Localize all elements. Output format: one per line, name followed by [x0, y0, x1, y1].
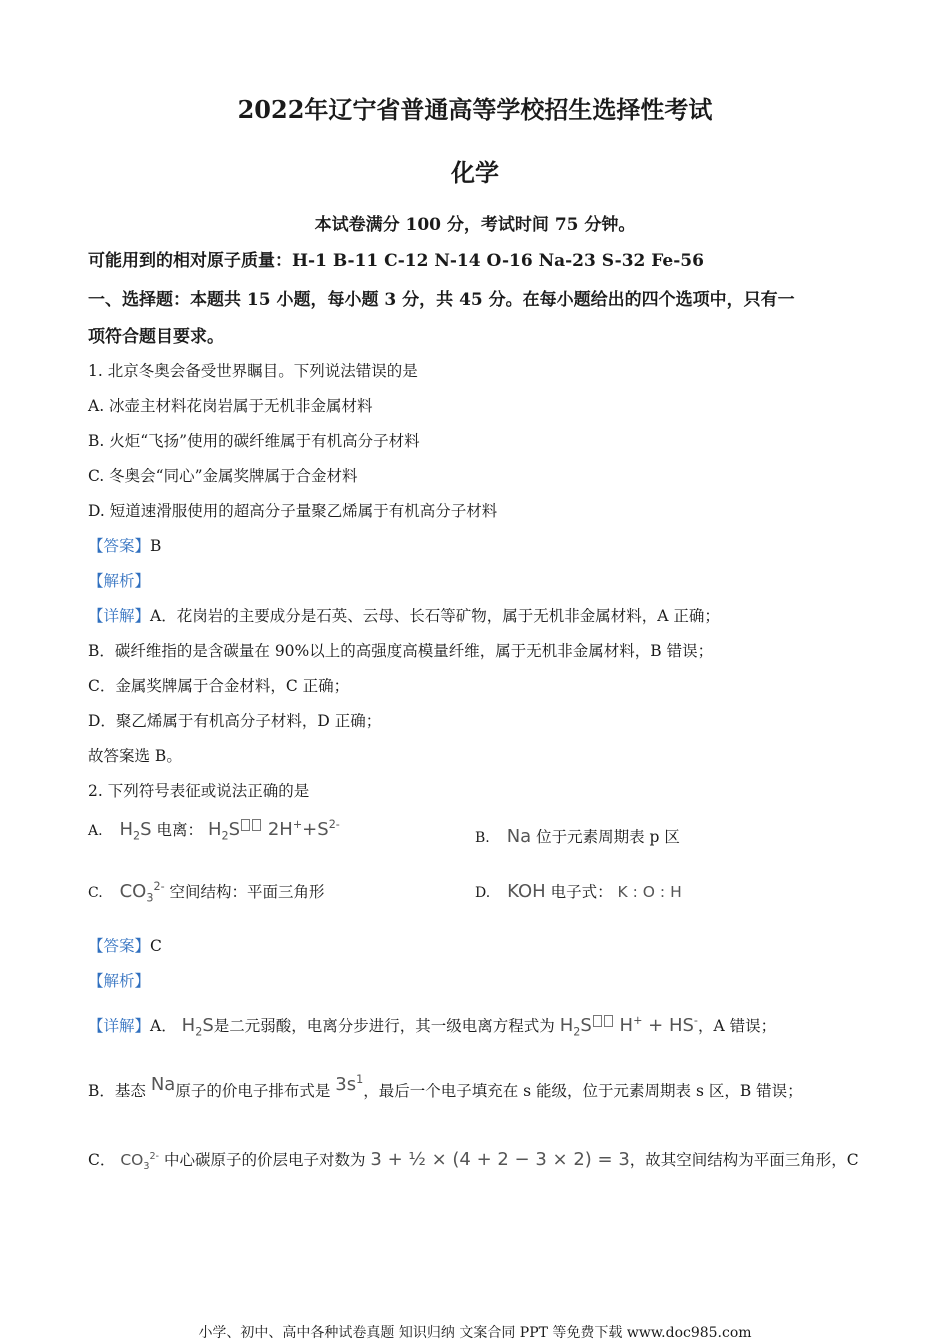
q2-answer: 【答案】C — [88, 937, 162, 955]
q1-detail-c: C．金属奖牌属于合金材料，C 正确； — [88, 677, 350, 695]
valence-config: $3s^1$ — [335, 1073, 364, 1095]
q2-analysis-tag: 【解析】 — [88, 972, 151, 990]
subject-title: 化学 — [451, 158, 499, 187]
atomic-masses: 可能用到的相对原子质量：H-1 B-11 C-12 N-14 O-16 Na-23 S-32 Fe-56 — [88, 251, 704, 271]
pair-count-expression: 3 + ½ × (4 + 2 − 3 × 2) = 3 — [370, 1149, 630, 1170]
q2-detail-a: 【详解】A． $H_2S$是二元弱酸，电离分步进行，其一级电离方程式为 $H_2S$ H+ + HS-，A 错误； — [88, 1014, 777, 1039]
q2-stem: 2. 下列符号表征或说法正确的是 — [88, 782, 310, 800]
q1-stem: 1. 北京冬奥会备受世界瞩目。下列说法错误的是 — [88, 362, 418, 380]
footer-banner: 小学、初中、高中各种试卷真题 知识归纳 文案合同 PPT 等免费下载 www.doc985.com — [198, 1325, 752, 1341]
q1-analysis-tag: 【解析】 — [88, 572, 151, 590]
section-heading-line1: 一、选择题：本题共 15 小题，每小题 3 分，共 45 分。在每小题给出的四个选项中，只有一 — [88, 290, 795, 310]
detail-tag: 【详解】 — [88, 607, 151, 625]
q1-option-a: A. 冰壶主材料花岗岩属于无机非金属材料 — [88, 397, 373, 415]
exam-title: 2022年辽宁省普通高等学校招生选择性考试 — [237, 95, 713, 124]
q1-answer — [88, 534, 161, 556]
q2-option-b: B. Na 位于元素周期表 p 区 — [475, 826, 680, 847]
answer-tag: 【答案】 — [88, 537, 151, 555]
q1-conclusion: 故答案选 B。 — [88, 747, 182, 765]
q2-option-d: D. KOH 电子式： K : O : H — [475, 881, 682, 902]
answer-value: C — [150, 937, 162, 955]
q1-detail-d: D．聚乙烯属于有机高分子材料，D 正确； — [88, 712, 382, 730]
q1-option-d: D. 短道速滑服使用的超高分子量聚乙烯属于有机高分子材料 — [88, 502, 498, 520]
electron-dot-formula: K : O : H — [617, 883, 682, 901]
first-ionization-equation: $H_2S$ H+ + HS- — [559, 1014, 698, 1039]
q1-detail-b: B．碳纤维指的是含碳量在 90%以上的高强度高模量纤维，属于无机非金属材料，B 错误； — [88, 642, 714, 660]
q2-option-c: C. $CO_3^{2-}$ 空间结构：平面三角形 — [88, 880, 325, 905]
exam-info: 本试卷满分 100 分，考试时间 75 分钟。 — [314, 215, 636, 235]
carbonate-formula: $CO_3^{2-}$ — [119, 880, 165, 905]
ionization-equation: $H_2S$ $2H^++S^{2-}$ — [207, 818, 340, 843]
h2s-formula: $H_2S$ — [119, 819, 152, 843]
q1-option-b: B. 火炬“飞扬”使用的碳纤维属于有机高分子材料 — [88, 432, 420, 450]
q2-option-a: A. $H_2S$ 电离： $H_2S$ $2H^++S^{2-}$ — [88, 818, 340, 843]
q2-detail-b: B．基态 Na原子的价电子排布式是 $3s^1$，最后一个电子填充在 s 能级，位于元素周期表 s 区，B 错误； — [88, 1073, 803, 1100]
answer-value: B — [150, 537, 162, 555]
q1-option-c: C. 冬奥会“同心”金属奖牌属于合金材料 — [88, 467, 358, 485]
q1-detail-a: 【详解】A．花岗岩的主要成分是石英、云母、长石等矿物，属于无机非金属材料，A 正确； — [88, 607, 720, 625]
q2-detail-c: C． $CO_3^{2-}$ 中心碳原子的价层电子对数为 3 + ½ × (4 + 2 − 3 × 2) = 3，故其空间结构为平面三角形，C — [88, 1149, 859, 1173]
section-heading-line2: 项符合题目要求。 — [88, 327, 224, 347]
